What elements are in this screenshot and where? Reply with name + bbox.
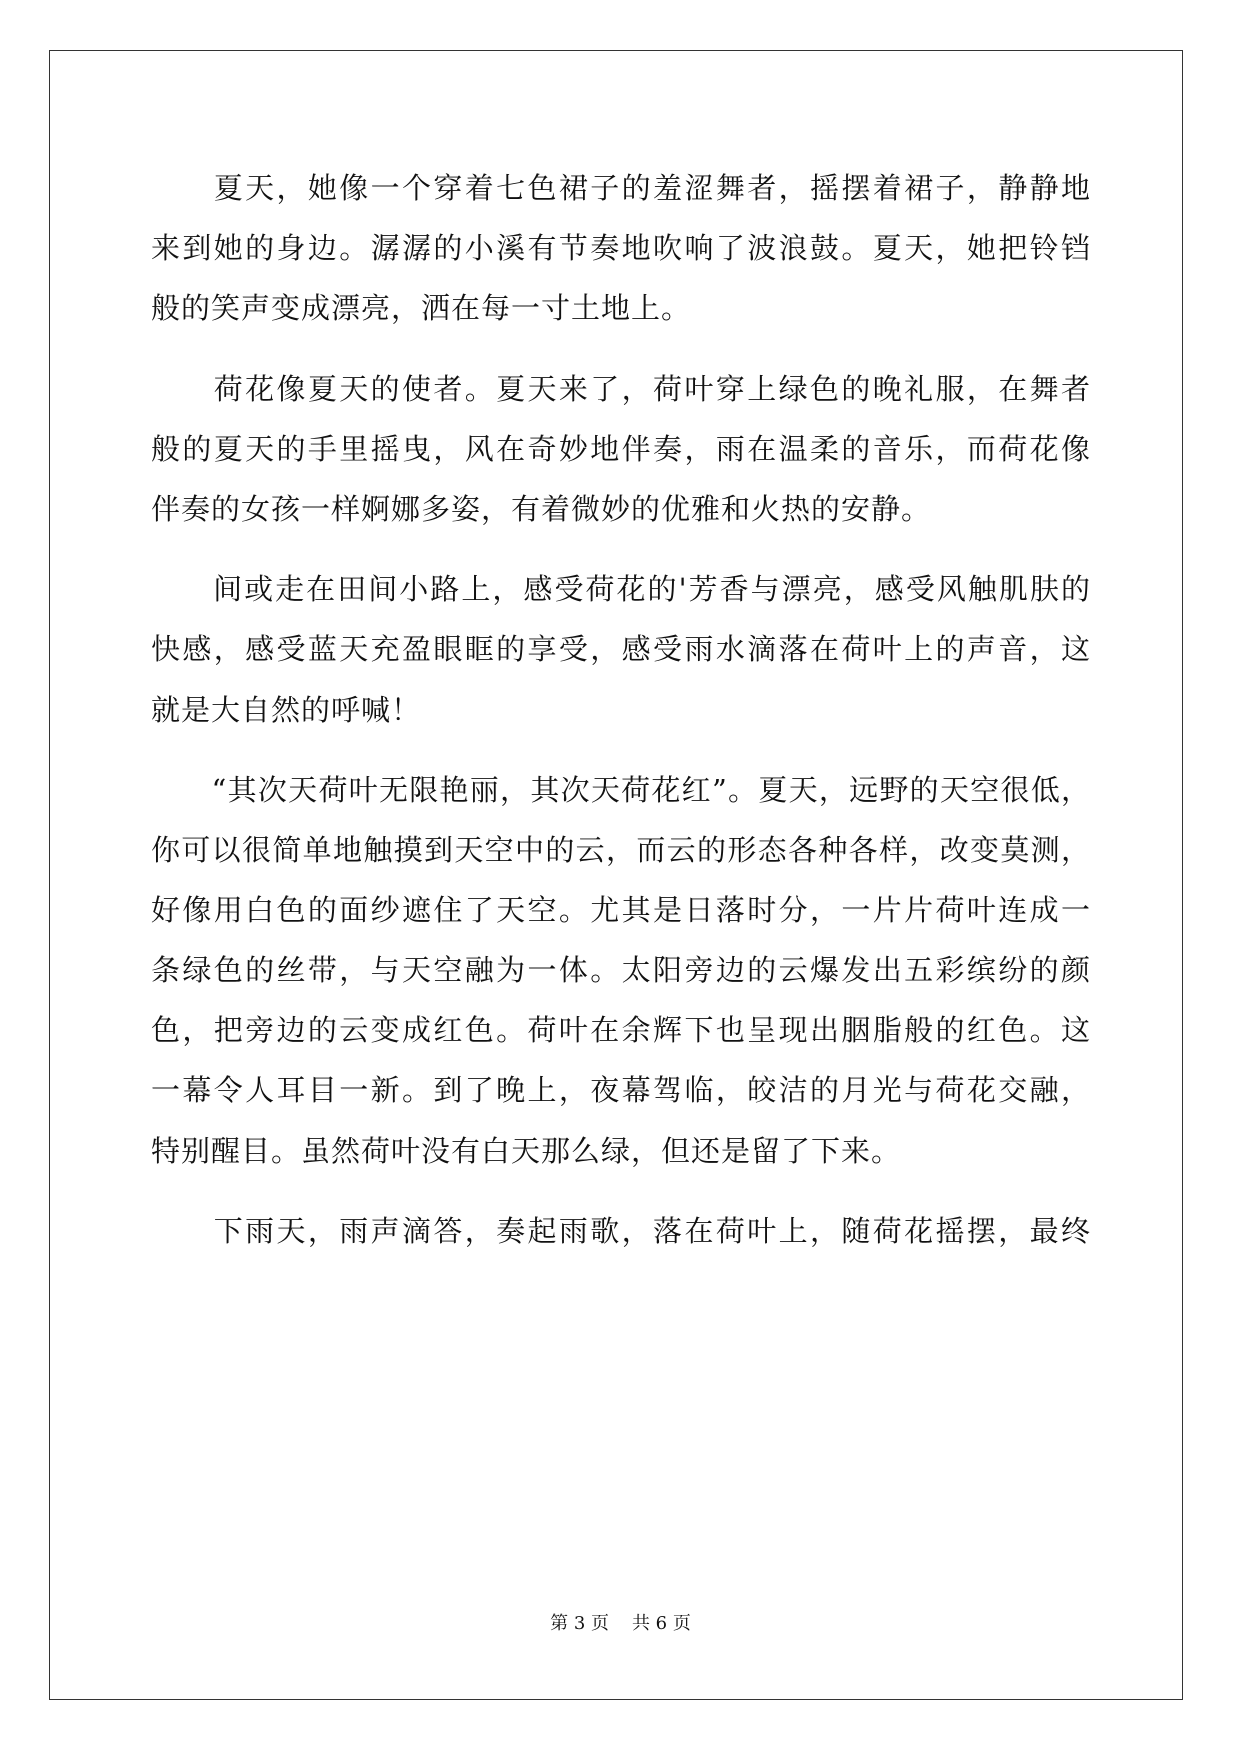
text-line: 般的夏天的手里摇曳，风在奇妙地伴奏，雨在温柔的音乐，而荷花像 [151,432,1091,466]
text-line: 快感，感受蓝天充盈眼眶的享受，感受雨水滴落在荷叶上的声音，这 [151,632,1091,666]
text-line: 间或走在田间小路上，感受荷花的'芳香与漂亮，感受风触肌肤的 [151,572,1091,606]
page-footer [0,1612,1241,1636]
text-line: 伴奏的女孩一样婀娜多姿，有着微妙的优雅和火热的安静。 [151,492,932,526]
text-line: 下雨天，雨声滴答，奏起雨歌，落在荷叶上，随荷花摇摆，最终 [151,1214,1091,1248]
text-line: 好像用白色的面纱遮住了天空。尤其是日落时分，一片片荷叶连成一 [151,893,1091,927]
text-line: 特别醒目。虽然荷叶没有白天那么绿，但还是留了下来。 [151,1134,902,1168]
text-line: 色，把旁边的云变成红色。荷叶在余辉下也呈现出胭脂般的红色。这 [151,1013,1091,1047]
text-line: 就是大自然的呼喊！ [151,693,422,727]
text-line: 条绿色的丝带，与天空融为一体。太阳旁边的云爆发出五彩缤纷的颜 [151,953,1091,987]
text-line: 荷花像夏天的使者。夏天来了，荷叶穿上绿色的晚礼服，在舞者 [151,372,1091,406]
text-line: 般的笑声变成漂亮，洒在每一寸土地上。 [151,291,692,325]
text-line: 你可以很简单地触摸到天空中的云，而云的形态各种各样，改变莫测， [151,833,1091,867]
text-line: 来到她的身边。潺潺的小溪有节奏地吹响了波浪鼓。夏天，她把铃铛 [151,231,1091,265]
text-line: “其次天荷叶无限艳丽，其次天荷花红”。夏天，远野的天空很低， [151,773,1091,807]
text-line: 夏天，她像一个穿着七色裙子的羞涩舞者，摇摆着裙子，静静地 [151,171,1091,205]
text-line: 一幕令人耳目一新。到了晚上，夜幕驾临，皎洁的月光与荷花交融， [151,1073,1091,1107]
page-number: 第 3 页 [550,1613,610,1634]
page-total: 共 6 页 [631,1613,691,1634]
